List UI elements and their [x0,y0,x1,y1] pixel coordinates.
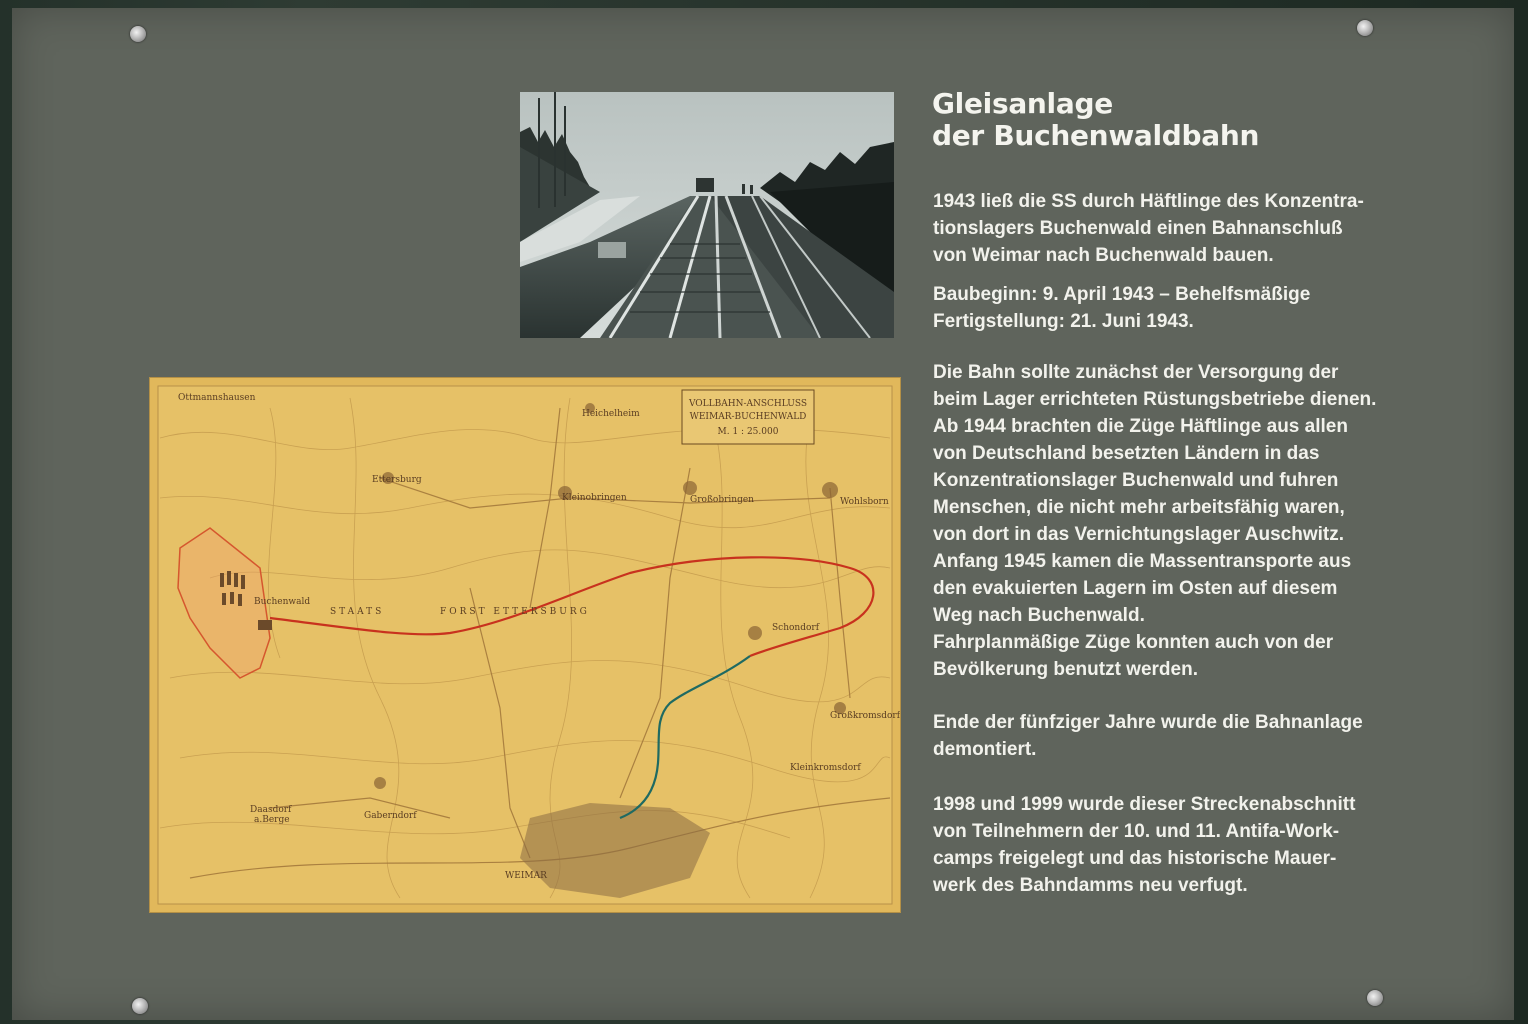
place-ettersburg: Ettersburg [372,475,422,485]
text-line: demontiert. [933,739,1037,760]
text-line: Fahrplanmäßige Züge konnten auch von der [933,632,1334,653]
place-grosskromsdorf: Großkromsdorf [830,711,900,721]
text-line: 1943 ließ die SS durch Häftlinge des Konzentra- [933,191,1364,212]
place-buchenwald: Buchenwald [254,597,311,607]
place-daasdorf-suffix: a.Berge [254,815,290,825]
text-line: Konzentrationslager Buchenwald und fuhren [933,470,1339,491]
paragraph-railway-construction [933,188,1363,269]
text-line: tionslagers Buchenwald einen Bahnanschluß [933,218,1343,239]
information-board [12,8,1514,1020]
place-schondorf: Schondorf [772,623,820,633]
screw-bottom-right [1367,990,1383,1006]
place-kleinobringen: Kleinobringen [562,493,627,503]
text-line: Ab 1944 brachten die Züge Häftlinge aus allen [933,416,1348,437]
text-line: Bevölkerung benutzt werden. [933,659,1198,680]
text-line: Fertigstellung: 21. Juni 1943. [933,311,1194,332]
text-line: 1998 und 1999 wurde dieser Streckenabschnitt [933,794,1356,815]
place-forst: FORST ETTERSBURG [440,607,590,617]
place-gaberndorf: Gaberndorf [364,811,417,821]
text-line: von Deutschland besetzten Ländern in das [933,443,1320,464]
board-title [932,88,1492,152]
place-daasdorf: Daasdorf [250,805,292,815]
text-line: von dort in das Vernichtungslager Auschwitz. [933,524,1345,545]
text-line: camps freigelegt und das historische Mauer- [933,848,1337,869]
railway-map [150,378,900,912]
paragraph-railway-purpose [933,359,1377,683]
text-line: Ende der fünfziger Jahre wurde die Bahnanlage [933,712,1363,733]
title-line-2: der Buchenwaldbahn [932,119,1260,152]
map-legend-line2: WEIMAR-BUCHENWALD [689,412,807,422]
text-line: Menschen, die nicht mehr arbeitsfähig waren, [933,497,1345,518]
map-legend-scale: M. 1 : 25.000 [717,427,779,437]
text-line: Anfang 1945 kamen die Massentransporte aus [933,551,1352,572]
place-kleinkromsdorf: Kleinkromsdorf [790,763,861,773]
place-heichelheim: Heichelheim [582,409,640,419]
place-ottmannshausen: Ottmannshausen [178,393,256,403]
text-line: den evakuierten Lagern im Osten auf diesem [933,578,1338,599]
title-line-1: Gleisanlage [932,87,1113,120]
railway-photo-image [520,92,894,338]
place-wohlsborn: Wohlsborn [840,497,889,507]
text-line: Die Bahn sollte zunächst der Versorgung der [933,362,1339,383]
screw-bottom-left [132,998,148,1014]
text-line: beim Lager errichteten Rüstungsbetriebe dienen. [933,389,1377,410]
text-line: werk des Bahndamms neu verfugt. [933,875,1248,896]
screw-top-left [130,26,146,42]
map-drawing [150,378,900,912]
historical-railway-photo [520,92,894,338]
board-body-text [933,188,1377,899]
text-line: Baubeginn: 9. April 1943 – Behelfsmäßige [933,284,1311,305]
text-line: von Weimar nach Buchenwald bauen. [933,245,1274,266]
text-line: von Teilnehmern der 10. und 11. Antifa-Work- [933,821,1340,842]
screw-top-right [1357,20,1373,36]
place-staats: STAATS [330,607,385,617]
paragraph-workcamps [933,791,1363,899]
place-weimar: WEIMAR [505,871,547,881]
text-line: Weg nach Buchenwald. [933,605,1145,626]
paragraph-dismantling [933,709,1363,763]
paragraph-construction-dates [933,281,1363,335]
map-legend-line1: VOLLBAHN-ANSCHLUSS [688,399,808,409]
place-grossobringen: Großobringen [690,495,754,505]
